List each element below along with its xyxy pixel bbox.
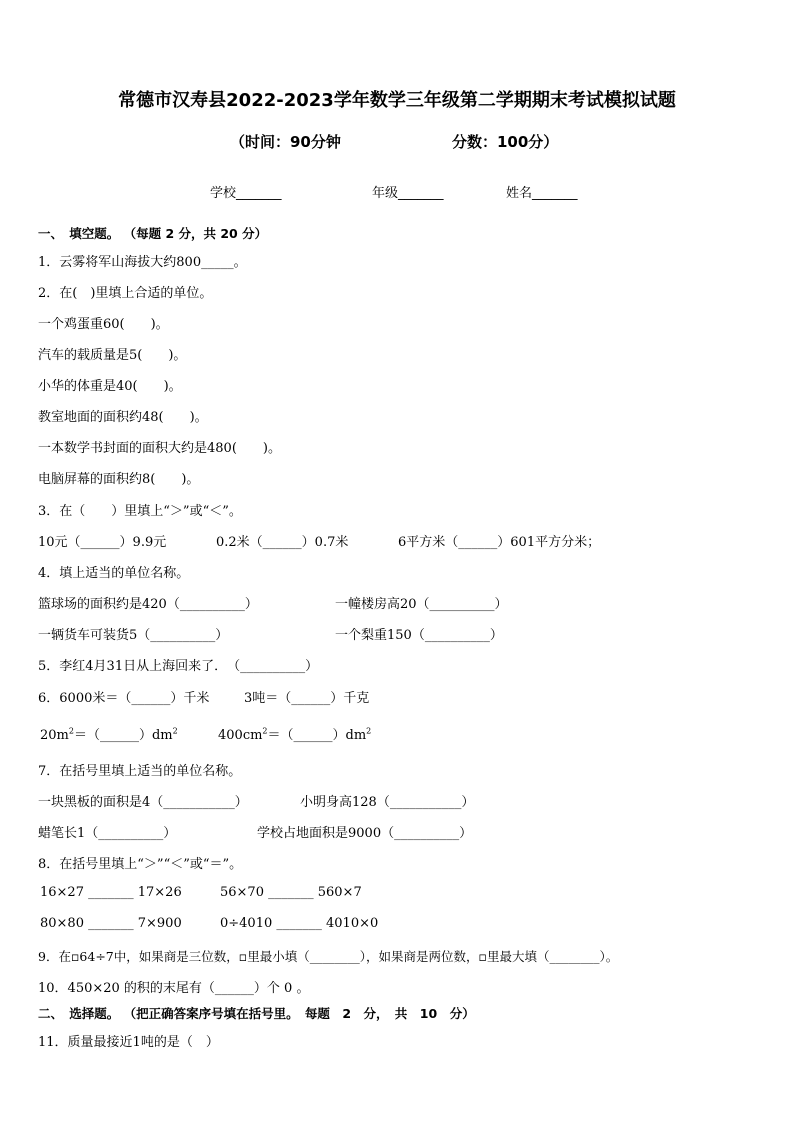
question-3c: 6平方米（______）601平方分米； (398, 535, 601, 550)
question-10: 10．450×20 的积的末尾有（______）个 0 。 (38, 981, 310, 996)
question-7b: 小明身高128（___________） (300, 795, 475, 810)
q6c-pre: 20m (40, 728, 69, 743)
time-label: （时间：90分钟 (230, 133, 341, 151)
question-4b: 一幢楼房高20（__________） (335, 597, 508, 612)
question-4: 4．填上适当的单位名称。 (38, 566, 190, 581)
question-2b: 汽车的载质量是5( )。 (38, 348, 187, 363)
school-field[interactable]: 学校_______ (210, 186, 282, 201)
question-6d (218, 724, 371, 743)
q6c-exp2: 2 (172, 726, 178, 736)
question-2a: 一个鸡蛋重60( )。 (38, 317, 169, 332)
q6d-pre: 400cm (218, 728, 263, 743)
question-3: 3．在（ ）里填上“＞”或“＜”。 (38, 504, 242, 519)
question-2: 2．在( )里填上合适的单位。 (38, 286, 213, 301)
q6c-exp: 2 (68, 726, 74, 736)
exam-title: 常德市汉寿县2022-2023学年数学三年级第二学期期末考试模拟试题 (118, 90, 676, 111)
question-2e: 一本数学书封面的面积大约是480( )。 (38, 441, 281, 456)
score-label: 分数：100分） (452, 133, 559, 151)
question-7a: 一块黑板的面积是4（___________） (38, 795, 248, 810)
question-8b: 56×70 _______ 560×7 (220, 885, 362, 900)
question-2f: 电脑屏幕的面积约8( )。 (38, 472, 200, 487)
q6d-post: ＝（______）dm (267, 728, 367, 743)
question-2d: 教室地面的面积约48( )。 (38, 410, 208, 425)
section-2-heading: 二、 选择题。 （把正确答案序号填在括号里。 每题 2 分， 共 10 分） (38, 1006, 475, 1021)
question-1: 1．云雾将军山海拔大约800_____。 (38, 255, 247, 270)
q6d-exp2: 2 (366, 726, 372, 736)
question-3b: 0.2米（______）0.7米 (216, 535, 349, 550)
question-8c: 80×80 _______ 7×900 (40, 916, 182, 931)
question-7: 7．在括号里填上适当的单位名称。 (38, 764, 242, 779)
question-4d: 一个梨重150（__________） (335, 628, 503, 643)
question-4c: 一辆货车可装货5（__________） (38, 628, 229, 643)
question-6b: 3吨＝（______）千克 (244, 691, 370, 706)
question-2c: 小华的体重是40( )。 (38, 379, 182, 394)
question-7c: 蜡笔长1（__________） (38, 826, 177, 841)
question-3a: 10元（______）9.9元 (38, 535, 167, 550)
question-7d: 学校占地面积是9000（__________） (257, 826, 473, 841)
question-5: 5．李红4月31日从上海回来了． （__________） (38, 659, 319, 674)
question-6c (40, 724, 178, 743)
question-8a: 16×27 _______ 17×26 (40, 885, 182, 900)
q6d-exp: 2 (262, 726, 268, 736)
name-field[interactable]: 姓名_______ (506, 186, 578, 201)
question-8d: 0÷4010 _______ 4010×0 (220, 916, 379, 931)
question-6a: 6．6000米＝（______）千米 (38, 691, 210, 706)
question-4a: 篮球场的面积约是420（__________） (38, 597, 258, 612)
q6c-post: ＝（______）dm (73, 728, 173, 743)
question-8: 8．在括号里填上“＞”“＜”或“＝”。 (38, 857, 243, 872)
question-9: 9．在▫64÷7中，如果商是三位数，▫里最小填（________），如果商是两位数，▫里最大填（________）。 (38, 949, 619, 964)
question-11: 11．质量最接近1吨的是（ ） (38, 1035, 219, 1050)
section-1-heading: 一、 填空题。 （每题 2 分，共 20 分） (38, 226, 268, 241)
grade-field[interactable]: 年级_______ (372, 186, 444, 201)
